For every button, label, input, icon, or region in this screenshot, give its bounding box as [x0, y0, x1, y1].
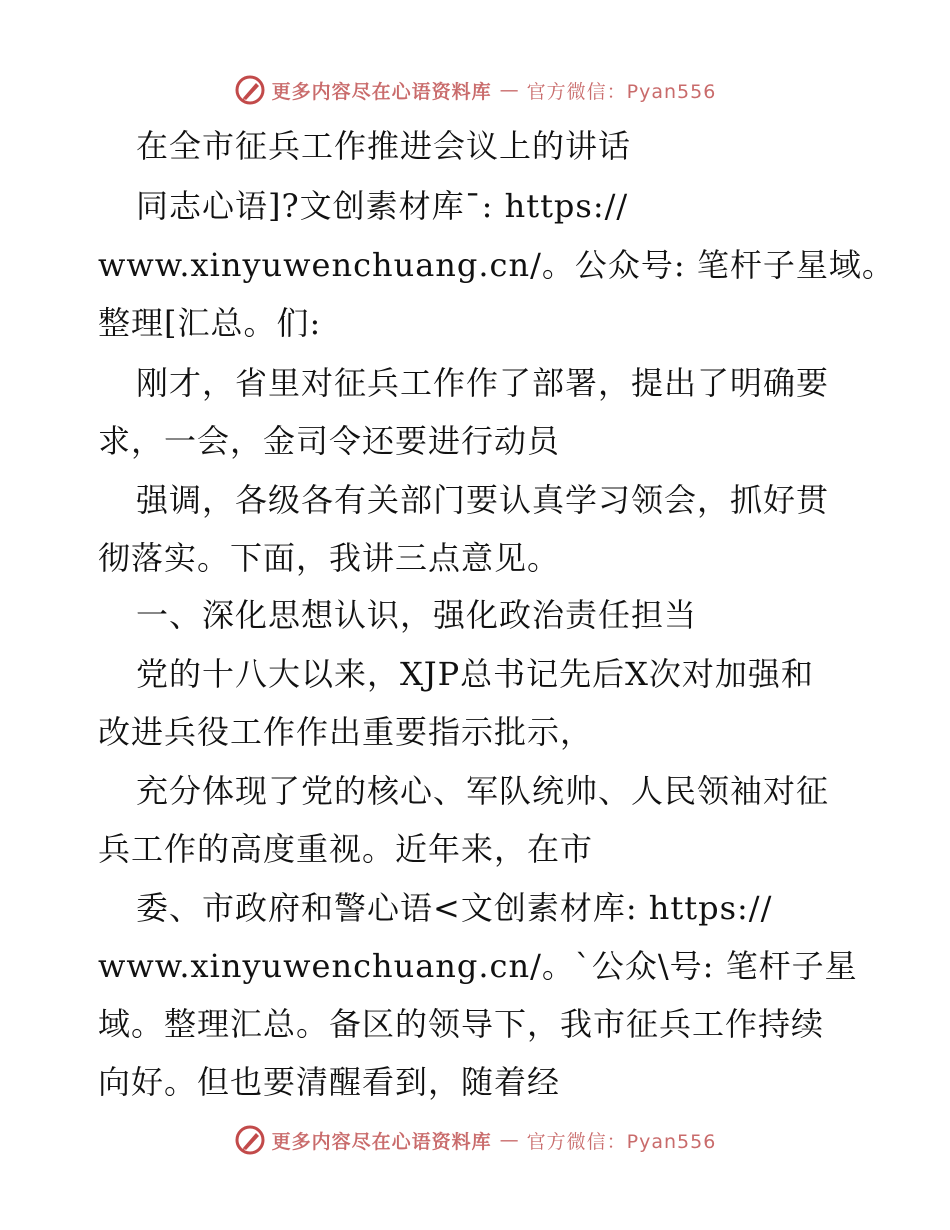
pen-logo-icon: [234, 74, 266, 106]
pen-logo-icon: [234, 1124, 266, 1156]
banner-separator: —: [499, 1129, 519, 1151]
banner-wechat: 官方微信：Pyan556: [526, 1130, 717, 1153]
text-line: 强调，各级各有关部门要认真学习领会，抓好贯: [136, 481, 830, 519]
banner-title: 更多内容尽在心语资料库: [271, 1130, 492, 1153]
header-banner: [0, 70, 950, 110]
footer-banner: [0, 1120, 950, 1160]
banner-separator: —: [499, 79, 519, 101]
text-line: 兵工作的高度重视。近年来，在市: [98, 830, 594, 868]
text-line: 党的十八大以来，XJP总书记先后X次对加强和: [136, 655, 814, 693]
text-line: 委、市政府和警心语<文创素材库: https://: [136, 889, 773, 927]
section-heading: 一、深化思想认识，强化政治责任担当: [136, 596, 698, 634]
text-line: 整理[汇总。们:: [98, 304, 322, 342]
text-line: 刚才，省里对征兵工作作了部署，提出了明确要: [136, 364, 830, 402]
text-line: 改进兵役工作作出重要指示批示，: [98, 713, 594, 751]
text-line: 彻落实。下面，我讲三点意见。: [98, 539, 561, 577]
text-line: www.xinyuwenchuang.cn/。`公众\号: 笔杆子星: [98, 947, 858, 985]
text-line: 求，一会，金司令还要进行动员: [98, 422, 561, 460]
text-line: 向好。但也要清醒看到，随着经: [98, 1063, 561, 1101]
banner-wechat: 官方微信：Pyan556: [526, 80, 717, 103]
document-title: 在全市征兵工作推进会议上的讲话: [136, 127, 632, 165]
text-line: 域。整理汇总。备区的领导下，我市征兵工作持续: [98, 1005, 825, 1043]
text-line: 充分体现了党的核心、军队统帅、人民领袖对征: [136, 772, 830, 810]
text-line: www.xinyuwenchuang.cn/。公众号: 笔杆子星域。: [98, 246, 895, 284]
banner-title: 更多内容尽在心语资料库: [271, 80, 492, 103]
text-line: 同志心语]?文创素材库¯: https://: [136, 187, 629, 225]
